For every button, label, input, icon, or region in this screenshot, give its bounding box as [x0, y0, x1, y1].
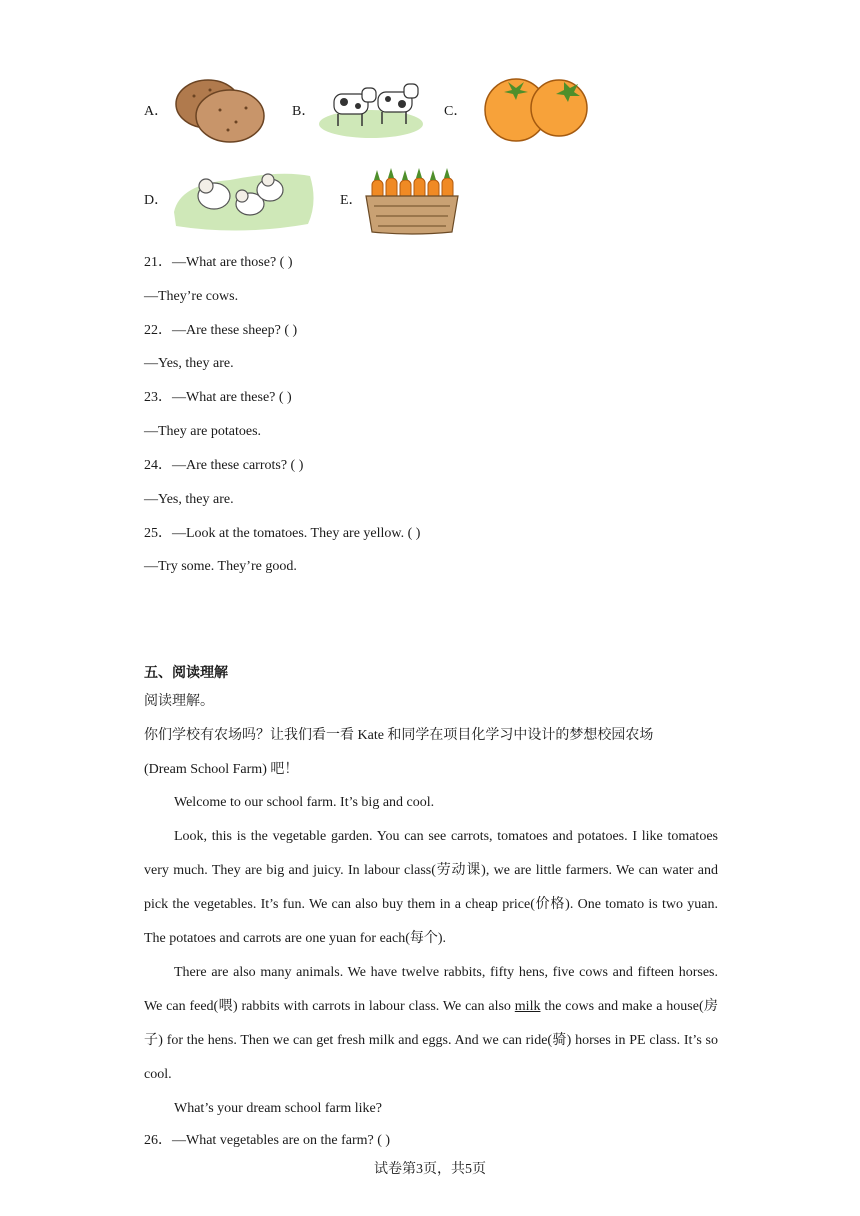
- carrots-basket-icon: [364, 166, 460, 236]
- passage-p3-after: the cows and make a house(房子) for the hens. Then we can get fresh milk and eggs. And we can ride(骑) horses in PE class. It’s so cool.: [144, 999, 718, 1082]
- passage-paragraph-1: Welcome to our school farm. It’s big and cool.: [174, 795, 435, 810]
- tomatoes-icon: [480, 72, 592, 142]
- option-e-label: E．: [340, 193, 363, 208]
- intro-line-1: 你们学校有农场吗？让我们看一看 Kate 和同学在项目化学习中设计的梦想校园农场: [144, 728, 654, 743]
- reading-passage: [144, 786, 718, 1126]
- option-d-label: D．: [144, 193, 169, 208]
- answer-21: —They’re cows.: [144, 289, 239, 304]
- page-footer: 试卷第3页，共5页: [374, 1162, 486, 1177]
- question-26: 26．—What vegetables are on the farm? ( ): [144, 1133, 391, 1148]
- answer-23: —They are potatoes.: [144, 424, 262, 439]
- question-22: 22．—Are these sheep? ( ): [144, 323, 298, 338]
- option-c-label: C．: [444, 104, 468, 119]
- section-instruction: 阅读理解。: [144, 694, 214, 709]
- intro-line-2: (Dream School Farm) 吧！: [144, 762, 299, 777]
- answer-22: —Yes, they are.: [144, 356, 234, 371]
- question-23: 23．—What are these? ( ): [144, 390, 292, 405]
- underlined-word-milk: milk: [514, 999, 541, 1014]
- question-21: 21．—What are those? ( ): [144, 255, 293, 270]
- option-b-label: B．: [292, 104, 316, 119]
- cows-icon: [316, 74, 426, 140]
- option-a-label: A．: [144, 104, 169, 119]
- passage-paragraph-3: [144, 956, 718, 1092]
- passage-p3-before: There are also many animals. We have twelve rabbits, fifty hens, five cows and fifteen horses. We can feed(喂) rabbits with carrots in labour class. We can also: [144, 965, 718, 1014]
- answer-24: —Yes, they are.: [144, 492, 234, 507]
- section-title: 五、阅读理解: [144, 666, 228, 681]
- passage-paragraph-4: What’s your dream school farm like?: [174, 1101, 382, 1116]
- question-24: 24．—Are these carrots? ( ): [144, 458, 304, 473]
- sheep-icon: [170, 162, 320, 234]
- question-25: 25．—Look at the tomatoes. They are yellow. ( ): [144, 526, 421, 541]
- potatoes-icon: [170, 76, 270, 146]
- passage-paragraph-2: Look, this is the vegetable garden. You can see carrots, tomatoes and potatoes. I like tomatoes very much. They are big and juicy. In labour class(劳动课), we are little farmers. We can water and pick the vegetables. It’s fun. We can also buy them in a cheap price(价格). One tomato is two yuan. The potatoes and carrots are one yuan for each(每个).: [144, 829, 718, 946]
- answer-25: —Try some. They’re good.: [144, 559, 297, 574]
